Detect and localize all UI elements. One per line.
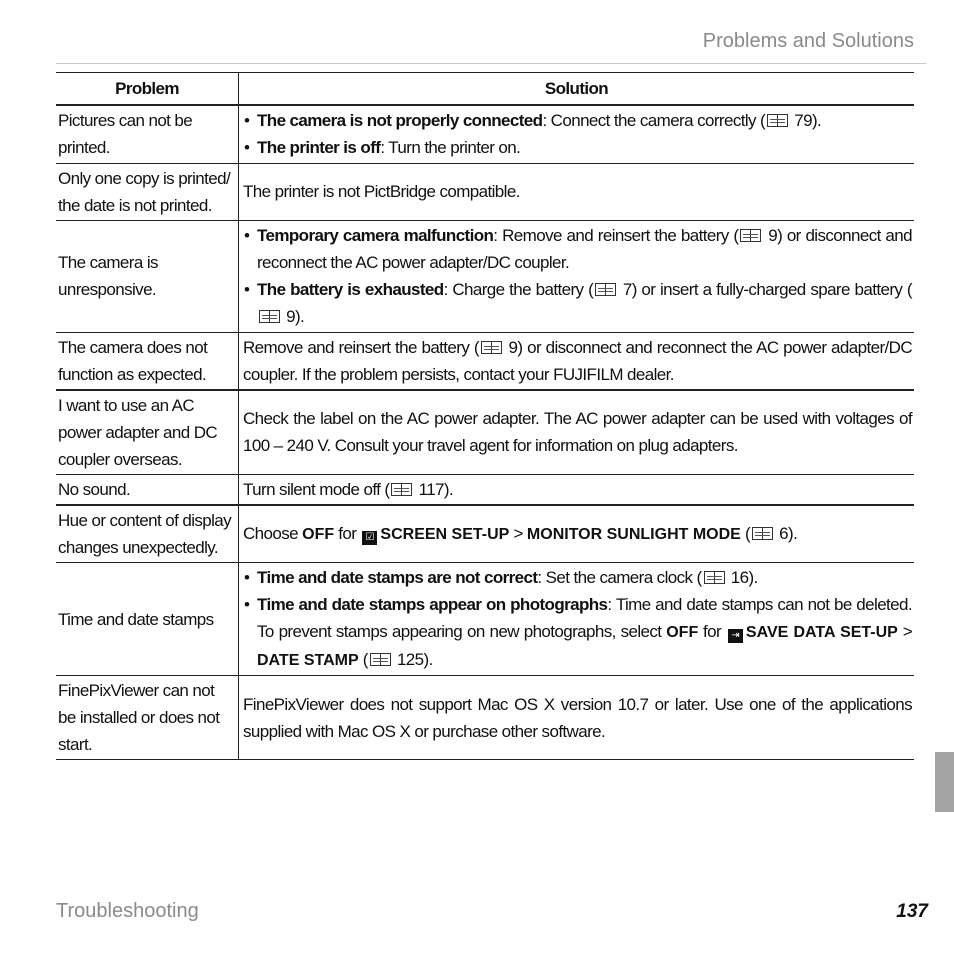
solution-text: : Remove and reinsert the battery ( [493, 226, 739, 245]
save-data-icon: ⇥ [728, 629, 743, 643]
solution-text: : Turn the printer on. [380, 138, 521, 158]
chapter-side-tab [935, 752, 954, 812]
table-row [56, 332, 914, 390]
problem-cell: Only one copy is printed/ the date is not printed. [56, 163, 239, 220]
table-row [56, 105, 914, 163]
header-rule [56, 63, 926, 64]
table-row [56, 676, 914, 760]
solution-term: Temporary camera malfunction [257, 226, 494, 245]
solution-text: : Charge the battery ( [443, 280, 594, 299]
problem-cell: Pictures can not be printed. [56, 105, 239, 163]
book-reference-icon [767, 114, 788, 127]
solution-cell [239, 505, 915, 563]
menu-item-screen-setup: SCREEN SET-UP [380, 526, 510, 543]
menu-separator: > [513, 524, 523, 543]
solution-term: The battery is exhausted [257, 280, 444, 299]
table-row [56, 563, 914, 676]
solution-term: Time and date stamps appear on photographs [257, 595, 608, 614]
solution-cell: Check the label on the AC power adapter. The AC power adapter can be used with voltages of 100 – 240 V. Consult your travel agent for information on plug adapters. [239, 390, 915, 475]
problem-cell: No sound. [56, 474, 239, 505]
book-reference-icon [391, 483, 412, 496]
solution-cell [239, 563, 915, 676]
solution-bullet [243, 564, 912, 591]
solution-text: ). [811, 111, 822, 131]
problem-cell: The camera does not function as expected. [56, 332, 239, 390]
solution-cell [239, 474, 915, 505]
book-reference-icon [481, 341, 502, 354]
header-title: Problems and Solutions [702, 30, 914, 52]
book-reference-icon [259, 310, 280, 323]
solution-bullet [243, 107, 912, 134]
solution-text: ). [748, 568, 758, 587]
solution-cell: FinePixViewer does not support Mac OS X version 10.7 or later. Use one of the applications supplied with Mac OS X or purchase other software. [239, 676, 915, 760]
problem-cell: I want to use an AC power adapter and DC coupler overseas. [56, 390, 239, 475]
solution-text: Remove and reinsert the battery ( [243, 337, 479, 357]
solution-text: ). [443, 479, 454, 499]
menu-option-off: OFF [302, 526, 335, 543]
solution-bullet [243, 591, 912, 674]
menu-item-monitor-sunlight-mode: MONITOR SUNLIGHT MODE [526, 526, 741, 543]
book-reference-icon [370, 653, 391, 666]
table-row [56, 390, 914, 475]
page-ref: 6 [779, 524, 789, 543]
solution-text: ). [294, 307, 305, 326]
table-header-row [56, 73, 914, 106]
solution-text: for [338, 524, 357, 543]
page-ref: 117 [418, 479, 444, 499]
page-ref: 125 [396, 650, 424, 669]
book-reference-icon [740, 229, 761, 242]
page-ref: 9 [286, 307, 295, 326]
menu-option-off: OFF [666, 624, 699, 641]
problem-cell: Time and date stamps [56, 563, 239, 676]
solution-text: ). [788, 524, 798, 543]
solution-cell [239, 220, 915, 332]
solution-term: The printer is off [257, 138, 381, 158]
page-ref: 79 [794, 111, 812, 131]
menu-item-date-stamp: DATE STAMP [257, 652, 359, 669]
menu-item-save-data-setup: SAVE DATA SET-UP [745, 624, 898, 641]
solution-cell [239, 332, 915, 390]
solution-term: The camera is not properly connected [257, 111, 543, 131]
solution-bullet [243, 222, 912, 276]
solution-cell: The printer is not PictBridge compatible. [239, 163, 915, 220]
solution-text: : Set the camera clock ( [537, 568, 702, 587]
solution-text: ( [362, 650, 368, 669]
solution-text: ) or disconnect and reconnect the AC power adapter/DC coupler. If the problem persists, contact your FUJIFILM dealer. [243, 337, 912, 384]
solution-cell [239, 105, 915, 163]
screen-setup-icon: ☑ [362, 531, 377, 545]
problem-cell: FinePixViewer can not be installed or does not start. [56, 676, 239, 760]
table-row [56, 163, 914, 220]
page-ref: 7 [622, 280, 632, 299]
column-header-solution: Solution [239, 73, 915, 106]
solution-text: ). [423, 650, 433, 669]
book-reference-icon [752, 527, 773, 540]
solution-bullet [243, 276, 912, 330]
problem-cell: The camera is unresponsive. [56, 220, 239, 332]
solution-text: ) or insert a fully-charged spare battery ( [631, 280, 912, 299]
solution-text: : Connect the camera correctly ( [542, 111, 766, 131]
solution-bullet [243, 134, 912, 161]
table-row [56, 505, 914, 563]
book-reference-icon [595, 283, 616, 296]
book-reference-icon [704, 571, 725, 584]
solution-term: Time and date stamps are not correct [257, 568, 538, 587]
table-row [56, 474, 914, 505]
solution-text: Choose [243, 524, 298, 543]
page-ref: 9 [508, 337, 518, 357]
solution-text: Turn silent mode off ( [243, 479, 390, 499]
solution-text: for [703, 622, 722, 641]
footer-section-title: Troubleshooting [56, 900, 199, 922]
solution-text: ) or disconnect and reconnect the AC power adapter/DC coupler. [257, 226, 912, 272]
column-header-problem: Problem [56, 73, 239, 106]
problem-cell: Hue or content of display changes unexpectedly. [56, 505, 239, 563]
page-ref: 16 [730, 568, 749, 587]
problems-solutions-table [56, 72, 914, 760]
page-ref: 9 [768, 226, 778, 245]
table-row [56, 220, 914, 332]
solution-text: : Time and date stamps can not be deleted. To prevent stamps appearing on new photographs, select [257, 595, 913, 641]
solution-text: ( [744, 524, 751, 543]
page-number: 137 [896, 901, 928, 922]
menu-separator: > [902, 622, 913, 641]
